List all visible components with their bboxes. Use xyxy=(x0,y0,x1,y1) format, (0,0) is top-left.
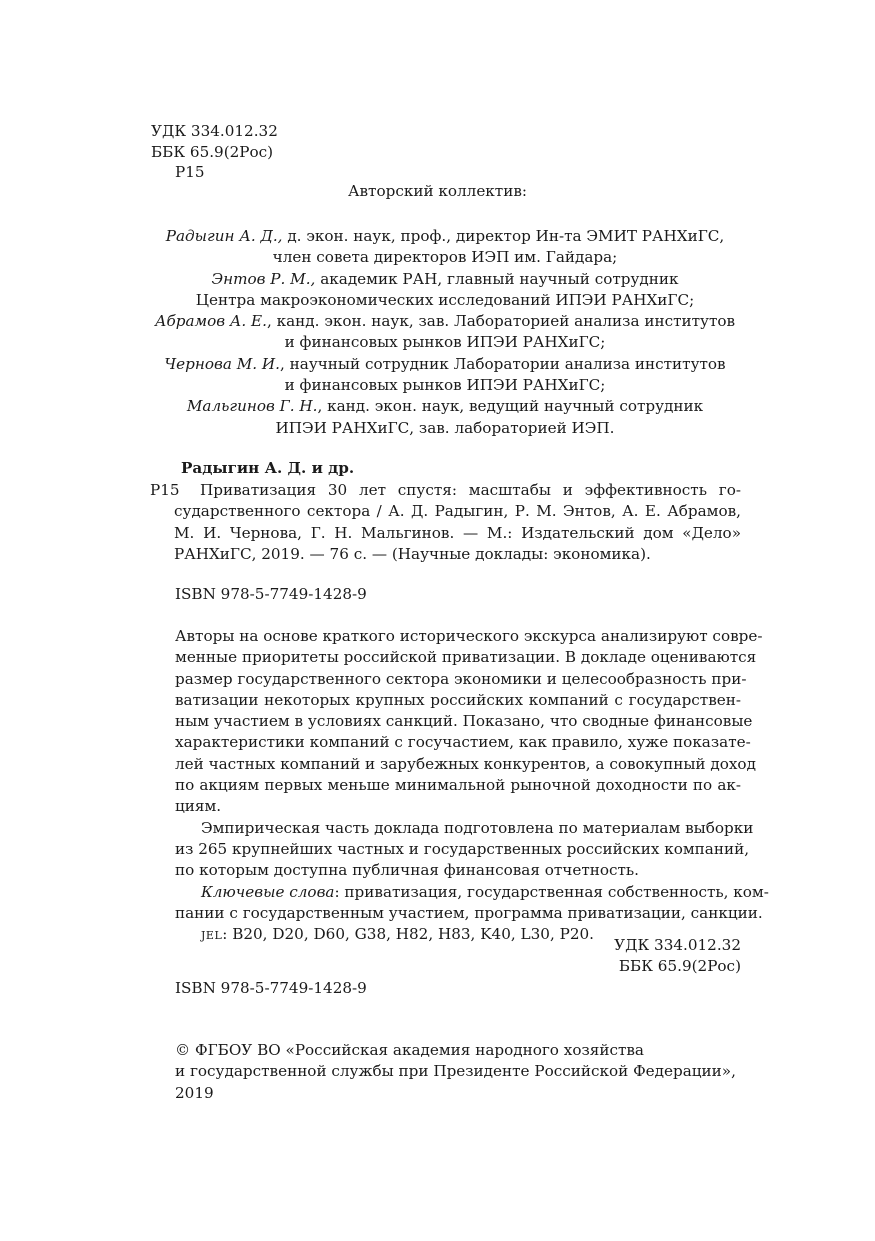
keywords-line: пании с государственным участием, программа приватизации, санкции. xyxy=(175,903,763,922)
author-entry xyxy=(150,269,740,290)
copyright-line: и государственной службы при Президенте Российской Федерации», xyxy=(175,1062,736,1081)
abstract xyxy=(175,626,769,945)
copyright-line: 2019 xyxy=(175,1083,214,1102)
author-entry xyxy=(150,396,740,417)
empirical-line: из 265 крупнейших частных и государственных российских компаний, xyxy=(175,839,750,858)
jel-label: jel xyxy=(201,925,223,944)
author-desc: д. экон. наук, проф., директор Ин-та ЭМИТ РАНХиГС, xyxy=(282,227,725,245)
author-desc: , канд. экон. наук, зав. Лабораторией анализа институтов xyxy=(266,312,736,331)
author-desc: академик РАН, главный научный сотрудник xyxy=(315,269,679,288)
bbk-code: ББК 65.9(2Рос) xyxy=(151,143,274,161)
bbk-code-bottom: ББК 65.9(2Рос) xyxy=(618,957,741,975)
abstract-line: ватизации некоторых крупных российских компаний с государствен- xyxy=(175,690,741,709)
keywords-label: Ключевые слова xyxy=(201,882,335,901)
biblio-description xyxy=(174,480,741,565)
abstract-line: циям. xyxy=(175,797,222,816)
jel-codes: : B20, D20, D60, G38, H82, H83, K40, L30, P20. xyxy=(222,925,594,944)
keywords-line xyxy=(175,882,769,903)
udk-code-bottom: УДК 334.012.32 xyxy=(614,936,741,954)
author-name: Радыгин А. Д., xyxy=(165,227,283,245)
isbn-bottom: ISBN 978-5-7749-1428-9 xyxy=(175,979,367,997)
biblio-line: Приватизация 30 лет спустя: масштабы и эффективность го- xyxy=(200,481,741,499)
abstract-line: ным участием в условиях санкций. Показано, что сводные финансовые xyxy=(175,712,753,731)
biblio-author-heading: Радыгин А. Д. и др. xyxy=(181,459,355,477)
collective-title: Авторский коллектив: xyxy=(348,182,527,200)
abstract-line: менные приоритеты российской приватизации. В докладе оцениваются xyxy=(175,648,757,667)
biblio-code: Р15 xyxy=(150,481,180,499)
author-entry xyxy=(150,354,740,375)
author-entry xyxy=(150,311,740,332)
authors-list xyxy=(150,226,740,439)
abstract-line: по акциям первых меньше минимальной рыночной доходности по ак- xyxy=(175,776,741,795)
author-code: Р15 xyxy=(175,163,205,181)
empirical-line: по которым доступна публичная финансовая отчетность. xyxy=(175,861,640,880)
author-entry xyxy=(150,226,740,247)
author-name: Абрамов А. Е. xyxy=(154,312,267,331)
author-desc-cont: член совета директоров ИЭП им. Гайдара; xyxy=(272,248,618,267)
author-desc-cont: ИПЭИ РАНХиГС, зав. лабораторией ИЭП. xyxy=(275,418,615,437)
keywords-text: : приватизация, государственная собственность, ком- xyxy=(334,882,769,901)
abstract-line: размер государственного сектора экономики и целесообразность при- xyxy=(175,669,747,688)
isbn: ISBN 978-5-7749-1428-9 xyxy=(175,585,367,603)
author-desc: , канд. экон. наук, ведущий научный сотрудник xyxy=(317,397,704,416)
empirical-line: Эмпирическая часть доклада подготовлена по материалам выборки xyxy=(201,818,754,837)
biblio-line: сударственного сектора / А. Д. Радыгин, Р. М. Энтов, А. Е. Абрамов, xyxy=(174,502,741,521)
author-desc-cont: и финансовых рынков ИПЭИ РАНХиГС; xyxy=(284,333,606,352)
author-desc: , научный сотрудник Лаборатории анализа институтов xyxy=(280,354,726,373)
author-desc-cont: и финансовых рынков ИПЭИ РАНХиГС; xyxy=(284,376,606,395)
copyright-line: © ФГБОУ ВО «Российская академия народного хозяйства xyxy=(175,1041,644,1059)
copyright xyxy=(175,1040,736,1104)
abstract-line: лей частных компаний и зарубежных конкурентов, а совокупный доход xyxy=(175,754,756,773)
udk-code: УДК 334.012.32 xyxy=(151,122,278,140)
author-name: Мальгинов Г. Н. xyxy=(186,397,318,416)
biblio-line: М. И. Чернова, Г. Н. Мальгинов. — М.: Издательский дом «Дело» xyxy=(174,523,741,542)
author-name: Энтов Р. М., xyxy=(211,269,316,288)
author-name: Чернова М. И. xyxy=(164,354,280,373)
biblio-line: РАНХиГС, 2019. — 76 с. — (Научные доклады: экономика). xyxy=(174,544,651,563)
abstract-line: характеристики компаний с госучастием, как правило, хуже показате- xyxy=(175,733,751,752)
abstract-line: Авторы на основе краткого исторического экскурса анализируют совре- xyxy=(175,627,763,645)
author-desc-cont: Центра макроэкономических исследований ИПЭИ РАНХиГС; xyxy=(195,290,695,309)
